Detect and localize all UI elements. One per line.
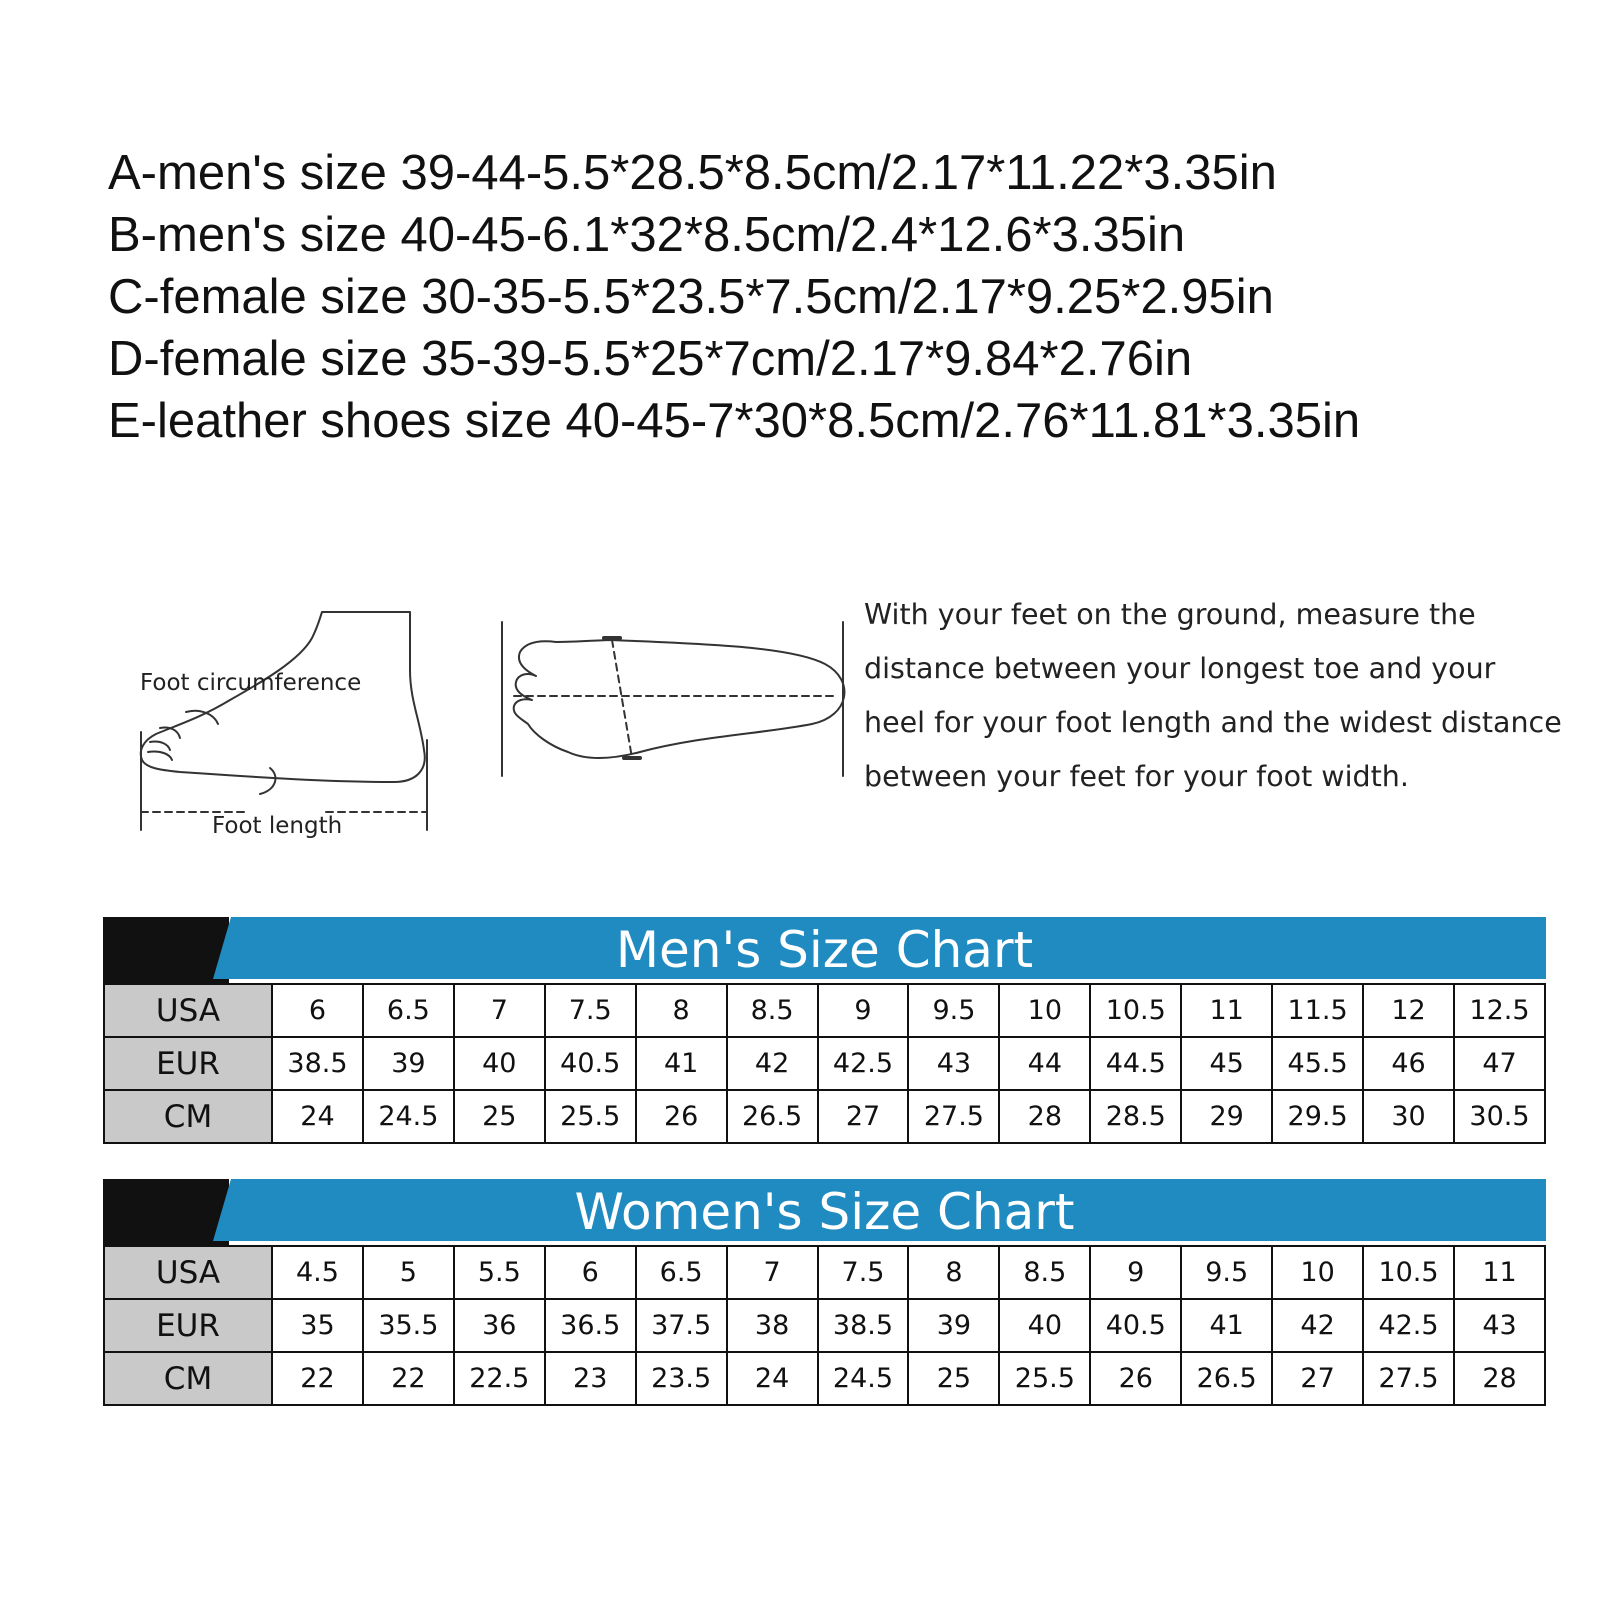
size-cell: 40	[999, 1299, 1090, 1352]
chart-title: Women's Size Chart	[574, 1183, 1075, 1241]
size-cell: 42.5	[818, 1037, 909, 1090]
size-cell: 26	[1090, 1352, 1181, 1405]
size-cell: 40	[454, 1037, 545, 1090]
size-cell: 36.5	[545, 1299, 636, 1352]
size-cell: 42.5	[1363, 1299, 1454, 1352]
size-cell: 6	[272, 984, 363, 1037]
size-cell: 4.5	[272, 1246, 363, 1299]
row-label: CM	[104, 1352, 272, 1405]
foot-circumference-label: Foot circumference	[140, 670, 362, 696]
size-cell: 12.5	[1454, 984, 1545, 1037]
foot-illustration	[0, 600, 860, 860]
size-cell: 8.5	[999, 1246, 1090, 1299]
size-cell: 45	[1181, 1037, 1272, 1090]
size-cell: 8.5	[727, 984, 818, 1037]
size-cell: 26	[636, 1090, 727, 1143]
size-cell: 30	[1363, 1090, 1454, 1143]
foot-measurement-diagram	[0, 600, 860, 860]
size-cell: 6	[545, 1246, 636, 1299]
size-cell: 7.5	[818, 1246, 909, 1299]
size-cell: 30.5	[1454, 1090, 1545, 1143]
size-cell: 6.5	[363, 984, 454, 1037]
size-cell: 38.5	[818, 1299, 909, 1352]
size-cell: 46	[1363, 1037, 1454, 1090]
size-cell: 35	[272, 1299, 363, 1352]
size-cell: 28	[999, 1090, 1090, 1143]
size-cell: 29	[1181, 1090, 1272, 1143]
size-cell: 44.5	[1090, 1037, 1181, 1090]
spec-line-d: D-female size 35-39-5.5*25*7cm/2.17*9.84*2.76in	[108, 332, 1193, 386]
womens-size-chart	[103, 1179, 1546, 1406]
size-cell: 9	[1090, 1246, 1181, 1299]
size-cell: 41	[1181, 1299, 1272, 1352]
size-cell: 37.5	[636, 1299, 727, 1352]
mens-size-chart	[103, 917, 1546, 1144]
table-row-cm	[104, 1090, 1545, 1143]
size-cell: 11	[1181, 984, 1272, 1037]
row-label: EUR	[104, 1037, 272, 1090]
size-cell: 12	[1363, 984, 1454, 1037]
table-row-eur	[104, 1037, 1545, 1090]
table-row-eur	[104, 1299, 1545, 1352]
size-cell: 27.5	[1363, 1352, 1454, 1405]
size-cell: 43	[1454, 1299, 1545, 1352]
table-row-cm	[104, 1352, 1545, 1405]
row-label: USA	[104, 1246, 272, 1299]
spec-line-a: A-men's size 39-44-5.5*28.5*8.5cm/2.17*11.22*3.35in	[108, 146, 1277, 200]
size-cell: 39	[363, 1037, 454, 1090]
size-cell: 42	[727, 1037, 818, 1090]
size-cell: 24.5	[363, 1090, 454, 1143]
chart-header	[103, 1179, 1546, 1245]
size-cell: 8	[908, 1246, 999, 1299]
chart-title: Men's Size Chart	[615, 921, 1034, 979]
size-cell: 38.5	[272, 1037, 363, 1090]
size-cell: 24.5	[818, 1352, 909, 1405]
size-cell: 25	[908, 1352, 999, 1405]
size-cell: 7	[727, 1246, 818, 1299]
top-foot-icon	[502, 622, 844, 776]
size-cell: 40.5	[1090, 1299, 1181, 1352]
row-label: USA	[104, 984, 272, 1037]
size-cell: 27	[818, 1090, 909, 1143]
size-cell: 22	[363, 1352, 454, 1405]
measurement-instructions: With your feet on the ground, measure the distance between your longest toe and your heel for your foot length and the widest distance between your feet for your foot width.	[864, 598, 1562, 793]
size-table	[103, 1245, 1546, 1406]
size-cell: 23.5	[636, 1352, 727, 1405]
size-cell: 24	[727, 1352, 818, 1405]
size-cell: 26.5	[1181, 1352, 1272, 1405]
chart-header	[103, 917, 1546, 983]
size-cell: 43	[908, 1037, 999, 1090]
row-label: EUR	[104, 1299, 272, 1352]
size-cell: 10.5	[1363, 1246, 1454, 1299]
size-cell: 24	[272, 1090, 363, 1143]
size-cell: 25	[454, 1090, 545, 1143]
size-cell: 42	[1272, 1299, 1363, 1352]
size-cell: 23	[545, 1352, 636, 1405]
size-cell: 6.5	[636, 1246, 727, 1299]
foot-length-label: Foot length	[212, 813, 343, 839]
size-cell: 45.5	[1272, 1037, 1363, 1090]
size-cell: 38	[727, 1299, 818, 1352]
spec-line-c: C-female size 30-35-5.5*23.5*7.5cm/2.17*9.25*2.95in	[108, 270, 1274, 324]
size-cell: 36	[454, 1299, 545, 1352]
size-cell: 41	[636, 1037, 727, 1090]
size-cell: 39	[908, 1299, 999, 1352]
size-cell: 10	[999, 984, 1090, 1037]
side-foot-icon	[141, 612, 427, 830]
size-table	[103, 983, 1546, 1144]
size-cell: 9.5	[908, 984, 999, 1037]
size-cell: 11.5	[1272, 984, 1363, 1037]
size-cell: 25.5	[999, 1352, 1090, 1405]
size-cell: 10	[1272, 1246, 1363, 1299]
size-cell: 22.5	[454, 1352, 545, 1405]
size-cell: 5	[363, 1246, 454, 1299]
size-cell: 7.5	[545, 984, 636, 1037]
size-cell: 11	[1454, 1246, 1545, 1299]
table-row-usa	[104, 984, 1545, 1037]
size-cell: 22	[272, 1352, 363, 1405]
size-cell: 7	[454, 984, 545, 1037]
size-cell: 10.5	[1090, 984, 1181, 1037]
size-cell: 28	[1454, 1352, 1545, 1405]
size-cell: 29.5	[1272, 1090, 1363, 1143]
product-size-specs	[108, 142, 1360, 452]
size-cell: 26.5	[727, 1090, 818, 1143]
size-cell: 27	[1272, 1352, 1363, 1405]
size-cell: 35.5	[363, 1299, 454, 1352]
size-cell: 44	[999, 1037, 1090, 1090]
spec-line-e: E-leather shoes size 40-45-7*30*8.5cm/2.76*11.81*3.35in	[108, 394, 1361, 448]
size-cell: 40.5	[545, 1037, 636, 1090]
size-cell: 8	[636, 984, 727, 1037]
size-cell: 27.5	[908, 1090, 999, 1143]
size-cell: 9	[818, 984, 909, 1037]
size-cell: 5.5	[454, 1246, 545, 1299]
size-cell: 28.5	[1090, 1090, 1181, 1143]
spec-line-b: B-men's size 40-45-6.1*32*8.5cm/2.4*12.6*3.35in	[108, 208, 1186, 262]
size-cell: 47	[1454, 1037, 1545, 1090]
size-cell: 25.5	[545, 1090, 636, 1143]
size-cell: 9.5	[1181, 1246, 1272, 1299]
row-label: CM	[104, 1090, 272, 1143]
table-row-usa	[104, 1246, 1545, 1299]
